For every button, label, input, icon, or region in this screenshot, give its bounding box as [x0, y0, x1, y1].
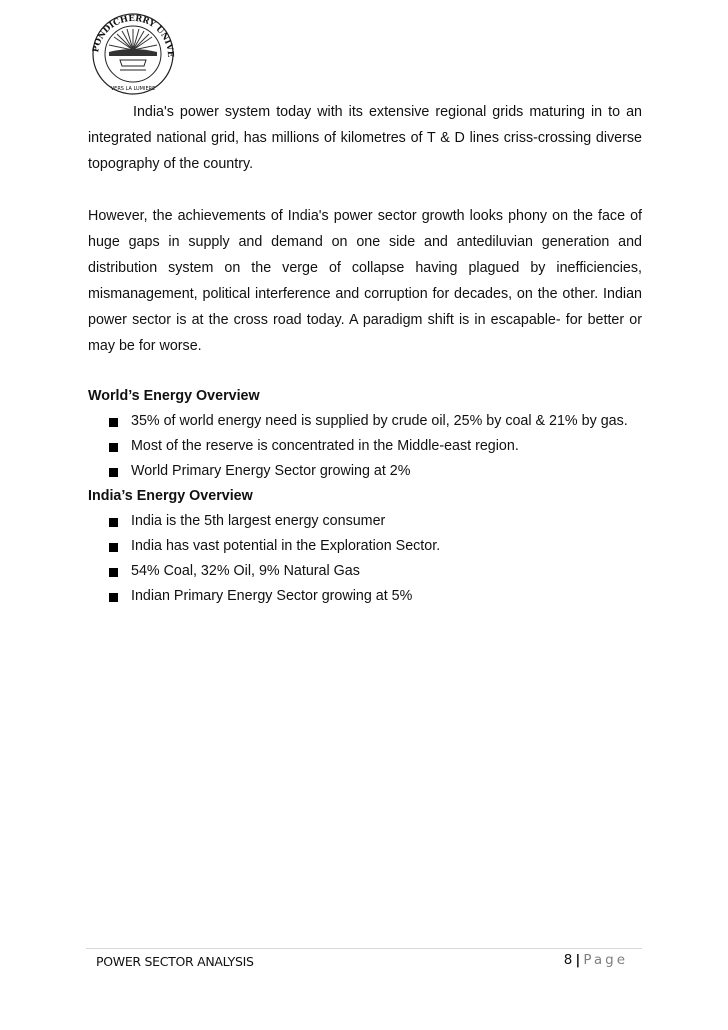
list-item: [88, 409, 642, 434]
university-seal-icon: [84, 10, 182, 96]
list-item-text: Indian Primary Energy Sector growing at 5%: [131, 588, 413, 604]
list-item: [88, 584, 642, 609]
square-bullet-icon: [109, 543, 118, 552]
list-item: [88, 434, 642, 459]
list-item-text: India has vast potential in the Exploration Sector.: [131, 538, 441, 554]
page-content: [88, 99, 642, 609]
square-bullet-icon: [109, 443, 118, 452]
footer-separator: |: [575, 952, 581, 968]
list-item-text: 54% Coal, 32% Oil, 9% Natural Gas: [131, 563, 360, 579]
footer-divider: [86, 948, 642, 949]
list-item: [88, 534, 642, 559]
list-item-text: World Primary Energy Sector growing at 2%: [131, 463, 411, 479]
footer-title: POWER SECTOR ANALYSIS: [96, 954, 254, 969]
seal-arc-text: PONDICHERRY UNIVE: [90, 12, 177, 58]
square-bullet-icon: [109, 518, 118, 527]
list-item-text: India is the 5th largest energy consumer: [131, 513, 386, 529]
list-item: [88, 509, 642, 534]
list-item: [88, 459, 642, 484]
world-energy-list: [88, 409, 642, 484]
page-label: Page: [583, 952, 628, 968]
square-bullet-icon: [109, 418, 118, 427]
list-item: [88, 559, 642, 584]
seal-motto: VERS LA LUMIERE: [110, 86, 156, 92]
india-energy-heading: India’s Energy Overview: [88, 488, 253, 504]
page-number: 8: [563, 952, 573, 968]
footer-page-indicator: [564, 952, 628, 968]
list-item-text: 35% of world energy need is supplied by crude oil, 25% by coal & 21% by gas.: [131, 413, 628, 429]
india-energy-list: [88, 509, 642, 609]
square-bullet-icon: [109, 468, 118, 477]
square-bullet-icon: [109, 593, 118, 602]
list-item-text: Most of the reserve is concentrated in the Middle-east region.: [131, 438, 519, 454]
world-energy-heading: World’s Energy Overview: [88, 388, 260, 404]
square-bullet-icon: [109, 568, 118, 577]
achievements-paragraph: However, the achievements of India's power sector growth looks phony on the face of huge gaps in supply and demand on one side and antediluvian generation and distribution system on the verge of collapse having plagued by inefficiencies, mismanagement, political interference and corruption for decades, on the other. Indian power sector is at the cross road today. A paradigm shift is in escapable- for better or may be for worse.: [88, 208, 642, 354]
intro-paragraph: India's power system today with its extensive regional grids maturing in to an integrated national grid, has millions of kilometres of T & D lines criss-crossing diverse topography of the country.: [88, 104, 642, 172]
